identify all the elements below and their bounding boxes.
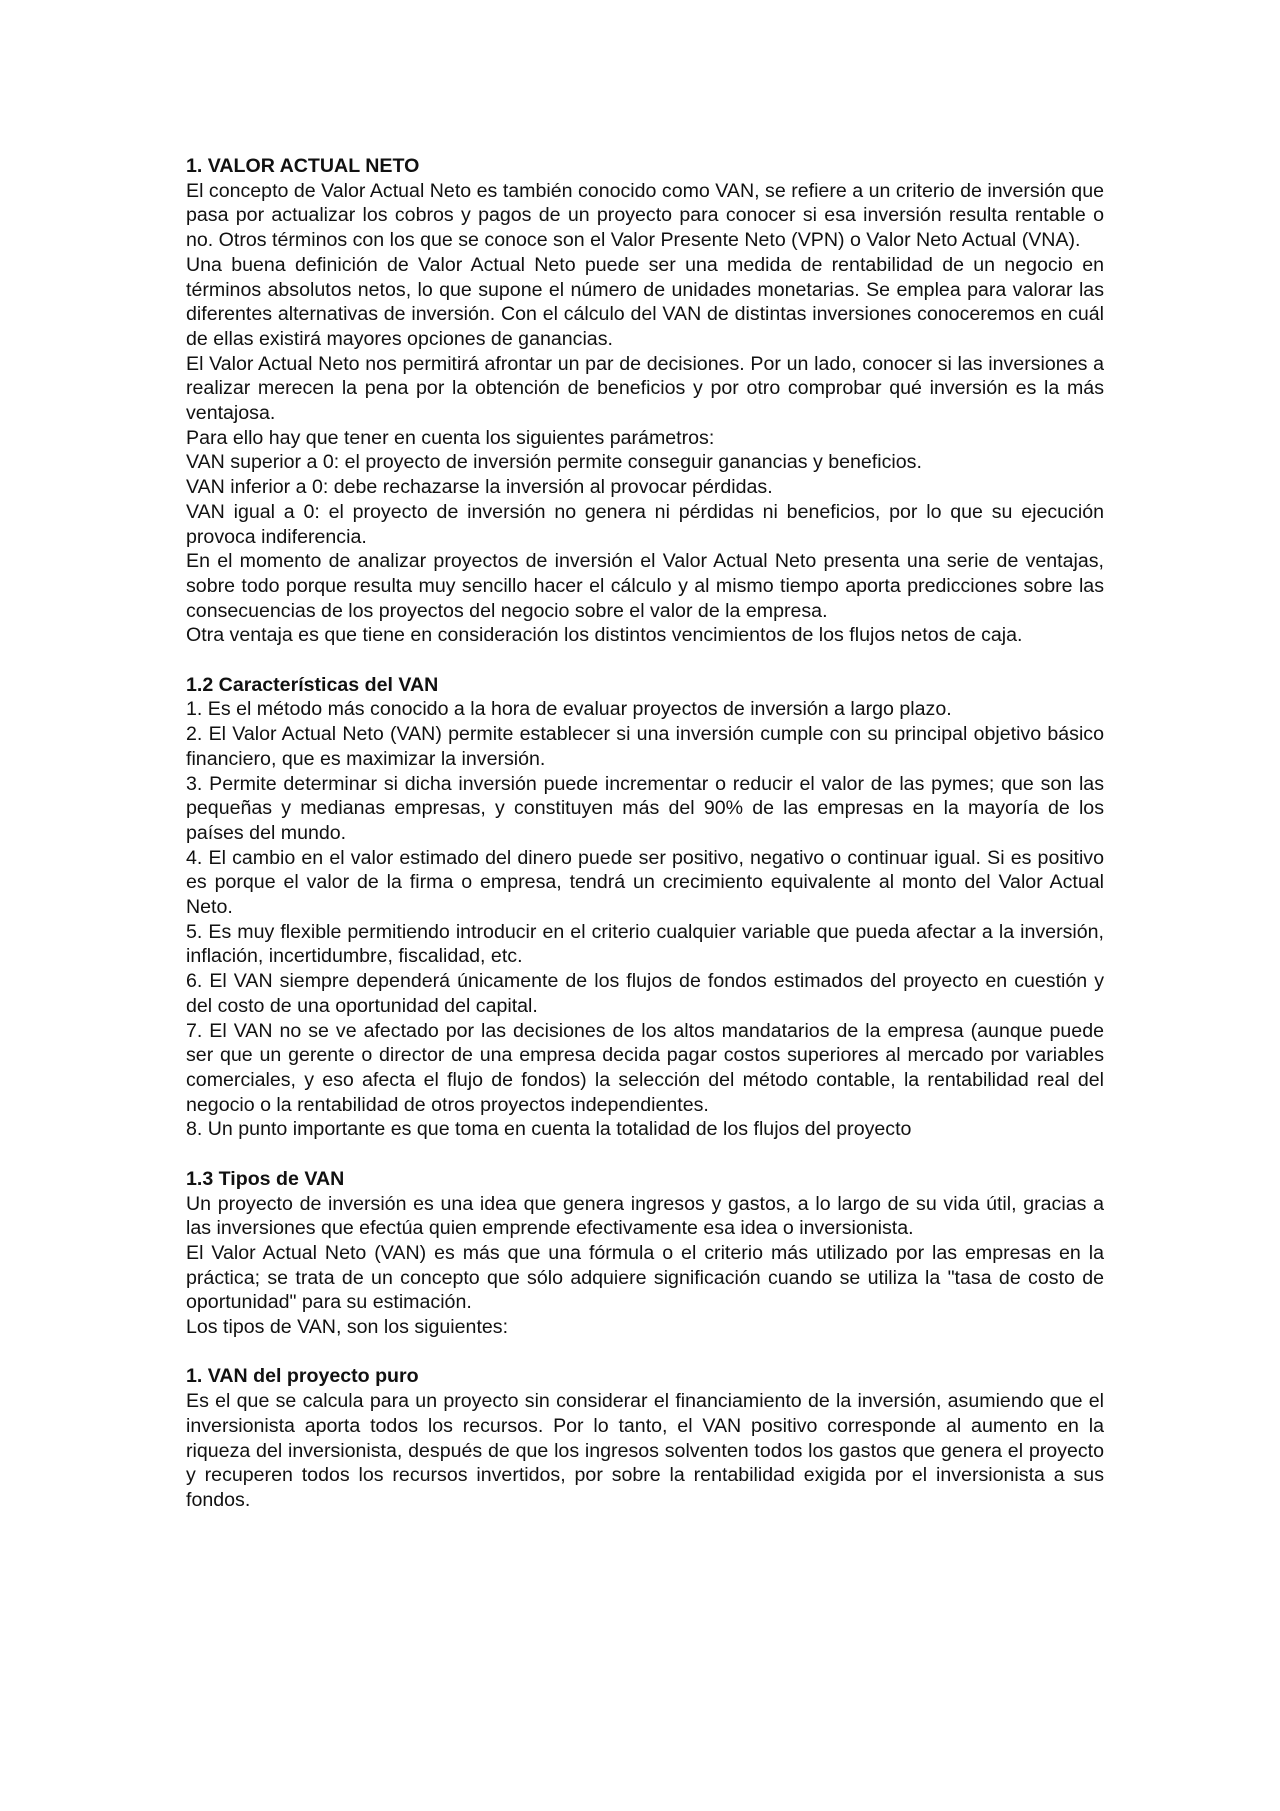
list-item: 4. El cambio en el valor estimado del dinero puede ser positivo, negativo o continuar igual. Si es positivo es porque el valor de la firma o empresa, tendrá un crecimiento equivalente al monto del Valor Actual Neto. <box>186 846 1104 919</box>
spacer <box>186 1142 1104 1167</box>
section-heading-caracteristicas: 1.2 Características del VAN <box>186 673 439 696</box>
paragraph: VAN inferior a 0: debe rechazarse la inversión al provocar pérdidas. <box>186 476 773 499</box>
paragraph: Una buena definición de Valor Actual Neto puede ser una medida de rentabilidad de un negocio en términos absolutos netos, lo que supone el número de unidades monetarias. Se emplea para valorar las diferentes alternativas de inversión. Con el cálculo del VAN de distintas inversiones conoceremos en cuál de ellas existirá mayores opciones de ganancias. <box>186 253 1104 350</box>
paragraph: Para ello hay que tener en cuenta los siguientes parámetros: <box>186 426 715 449</box>
list-item: 7. El VAN no se ve afectado por las decisiones de los altos mandatarios de la empresa (aunque puede ser que un gerente o director de una empresa decida pagar costos superiores al mercado por variables comerciales, y eso afecta el flujo de fondos) la selección del método contable, la rentabilidad real del negocio o la rentabilidad de otros proyectos independientes. <box>186 1019 1104 1116</box>
list-item: 2. El Valor Actual Neto (VAN) permite establecer si una inversión cumple con su principal objetivo básico financiero, que es maximizar la inversión. <box>186 723 1104 770</box>
paragraph: El concepto de Valor Actual Neto es también conocido como VAN, se refiere a un criterio de inversión que pasa por actualizar los cobros y pagos de un proyecto para conocer si esa inversión resulta rentable o no. Otros términos con los que se conoce son el Valor Presente Neto (VPN) o Valor Neto Actual (VNA). <box>186 179 1104 252</box>
paragraph: En el momento de analizar proyectos de inversión el Valor Actual Neto presenta una serie de ventajas, sobre todo porque resulta muy sencillo hacer el cálculo y al mismo tiempo aporta predicciones sobre las consecuencias de los proyectos del negocio sobre el valor de la empresa. <box>186 550 1104 622</box>
spacer <box>186 1340 1104 1365</box>
section-heading-valor-actual-neto: 1. VALOR ACTUAL NETO <box>186 155 420 177</box>
paragraph: Otra ventaja es que tiene en consideración los distintos vencimientos de los flujos netos de caja. <box>186 624 1023 647</box>
list-item: 3. Permite determinar si dicha inversión puede incrementar o reducir el valor de las pymes; que son las pequeñas y medianas empresas, y constituyen más del 90% de las empresas en la mayoría de los países del mundo. <box>186 772 1104 844</box>
paragraph: Los tipos de VAN, son los siguientes: <box>186 1316 509 1339</box>
paragraph: Es el que se calcula para un proyecto sin considerar el financiamiento de la inversión, asumiendo que el inversionista aporta todos los recursos. Por lo tanto, el VAN positivo corresponde al aumento en la riqueza del inversionista, después de que los ingresos solventen todos los gastos que genera el proyecto y recuperen todos los recursos invertidos, por sobre la rentabilidad exigida por el inversionista a sus fondos. <box>186 1390 1104 1511</box>
spacer <box>186 648 1104 673</box>
paragraph: El Valor Actual Neto nos permitirá afrontar un par de decisiones. Por un lado, conocer si las inversiones a realizar merecen la pena por la obtención de beneficios y por otro comprobar qué inversión es la más ventajosa. <box>186 352 1104 425</box>
paragraph: VAN superior a 0: el proyecto de inversión permite conseguir ganancias y beneficios. <box>186 451 922 474</box>
list-item: 8. Un punto importante es que toma en cuenta la totalidad de los flujos del proyecto <box>186 1118 912 1141</box>
section-heading-van-proyecto-puro: 1. VAN del proyecto puro <box>186 1365 419 1388</box>
list-item: 6. El VAN siempre dependerá únicamente de los flujos de fondos estimados del proyecto en cuestión y del costo de una oportunidad del capital. <box>186 970 1104 1017</box>
section-heading-tipos-de-van: 1.3 Tipos de VAN <box>186 1167 345 1190</box>
list-item: 1. Es el método más conocido a la hora de evaluar proyectos de inversión a largo plazo. <box>186 698 952 721</box>
list-item: 5. Es muy flexible permitiendo introducir en el criterio cualquier variable que pueda afectar a la inversión, inflación, incertidumbre, fiscalidad, etc. <box>186 920 1104 968</box>
document-page <box>186 154 1104 1513</box>
paragraph: VAN igual a 0: el proyecto de inversión no genera ni pérdidas ni beneficios, por lo que su ejecución provoca indiferencia. <box>186 500 1104 548</box>
paragraph: El Valor Actual Neto (VAN) es más que una fórmula o el criterio más utilizado por las empresas en la práctica; se trata de un concepto que sólo adquiere significación cuando se utiliza la "tasa de costo de oportunidad" para su estimación. <box>186 1241 1104 1314</box>
paragraph: Un proyecto de inversión es una idea que genera ingresos y gastos, a lo largo de su vida útil, gracias a las inversiones que efectúa quien emprende efectivamente esa idea o inversionista. <box>186 1192 1104 1240</box>
